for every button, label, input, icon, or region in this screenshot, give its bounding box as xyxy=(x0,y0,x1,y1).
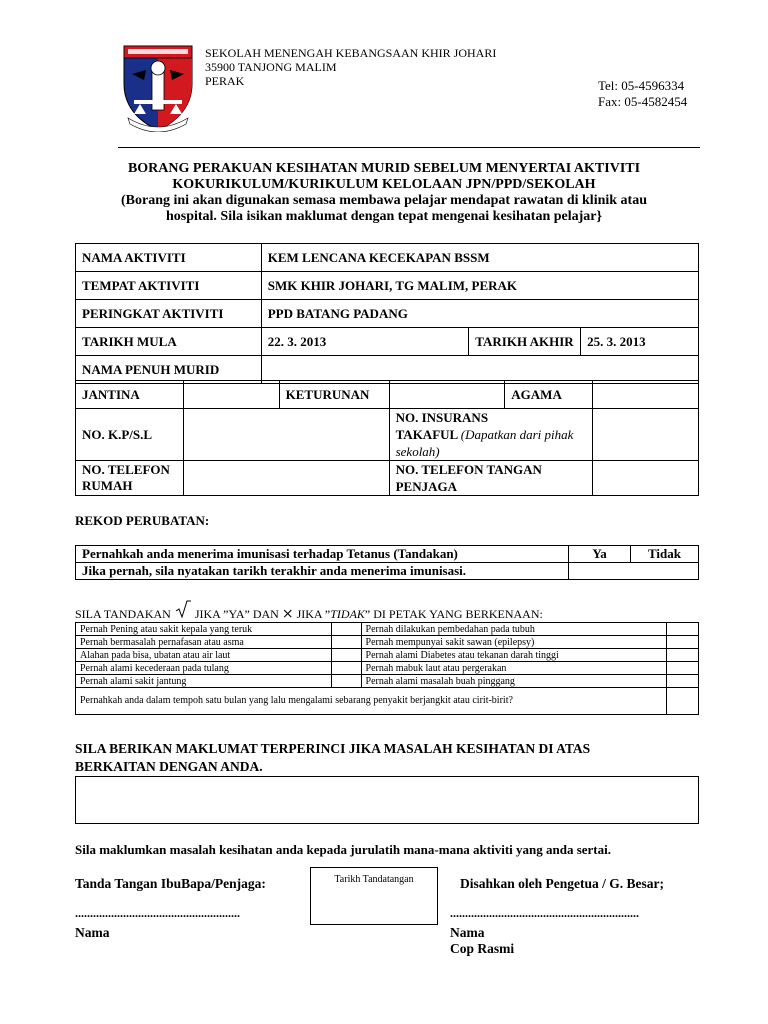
table-row xyxy=(76,623,699,636)
school-address xyxy=(205,46,496,88)
signature-date-label: Tarikh Tandatangan xyxy=(334,874,414,885)
title-line-4: hospital. Sila isikan maklumat dengan tepat mengenai kesihatan pelajar} xyxy=(165,209,603,224)
table-row xyxy=(76,636,699,649)
activity-place-label: TEMPAT AKTIVITI xyxy=(76,272,262,300)
last-immunisation-date-field[interactable] xyxy=(569,563,699,580)
table-row xyxy=(76,649,699,662)
details-heading-line-2: BERKAITAN DENGAN ANDA. xyxy=(75,759,263,774)
table-row xyxy=(76,688,699,715)
school-name: SEKOLAH MENENGAH KEBANGSAAN KHIR JOHARI xyxy=(205,46,497,60)
table-row xyxy=(76,461,699,496)
activity-info-table xyxy=(75,243,699,384)
checklist-checkbox[interactable] xyxy=(331,675,361,688)
form-title xyxy=(60,161,708,225)
insurance-label xyxy=(389,409,593,461)
checklist-item: Pernah alami Diabetes atau tekanan darah tinggi xyxy=(361,649,666,662)
race-field[interactable] xyxy=(389,381,505,409)
checklist-item: Pernah alami kecederaan pada tulang xyxy=(76,662,332,675)
checklist-checkbox[interactable] xyxy=(667,662,699,675)
parent-signature-line[interactable]: ....................................................... xyxy=(75,906,240,920)
checklist-checkbox[interactable] xyxy=(667,623,699,636)
tetanus-question: Pernahkah anda menerima imunisasi terhadap Tetanus (Tandakan) xyxy=(76,546,569,563)
ic-number-label: NO. K.P/S.L xyxy=(76,409,184,461)
approval-label: Disahkan oleh Pengetua / G. Besar; xyxy=(460,876,665,891)
telephone: Tel: 05-4596334 xyxy=(598,78,685,93)
table-row xyxy=(76,328,699,356)
instruction-part-3: JIKA ” xyxy=(296,607,331,621)
no-option[interactable]: Tidak xyxy=(631,546,699,563)
home-phone-label: NO. TELEFON RUMAH xyxy=(76,461,184,496)
notice-text: Sila maklumkan masalah kesihatan anda kepada jurulatih mana-mana aktiviti yang anda sertai. xyxy=(75,842,611,857)
official-stamp-label: Cop Rasmi xyxy=(450,941,515,956)
principal-signature-line[interactable]: ............................................................... xyxy=(450,906,639,920)
start-date-value[interactable] xyxy=(261,328,469,356)
yes-option[interactable]: Ya xyxy=(569,546,631,563)
activity-level-value[interactable]: PPD BATANG PADANG xyxy=(261,300,698,328)
end-date-label: TARIKH AKHIR xyxy=(469,328,581,356)
table-row xyxy=(76,563,699,580)
checklist-item: Pernah mabuk laut atau pergerakan xyxy=(361,662,666,675)
activity-place-value[interactable]: SMK KHIR JOHARI, TG MALIM, PERAK xyxy=(261,272,698,300)
school-postcode-town: 35900 TANJONG MALIM xyxy=(205,60,337,74)
checklist-checkbox[interactable] xyxy=(331,623,361,636)
table-row xyxy=(76,272,699,300)
race-label: KETURUNAN xyxy=(279,381,389,409)
instruction-part-2: JIKA ”YA” DAN xyxy=(194,607,279,621)
school-state: PERAK xyxy=(205,74,245,88)
checklist-checkbox[interactable] xyxy=(331,649,361,662)
table-row xyxy=(76,381,699,409)
start-date-label: TARIKH MULA xyxy=(76,328,262,356)
title-line-1: BORANG PERAKUAN KESIHATAN MURID SEBELUM MENYERTAI AKTIVITI xyxy=(127,161,641,176)
gender-field[interactable] xyxy=(183,381,279,409)
medical-record-heading: REKOD PERUBATAN: xyxy=(75,513,210,528)
table-row xyxy=(76,244,699,272)
guardian-phone-field[interactable] xyxy=(593,461,699,496)
insurance-note: (Dapatkan dari pihak sekolah) xyxy=(395,427,574,459)
checklist-item: Pernah alami masalah buah pinggang xyxy=(361,675,666,688)
full-name-label: NAMA PENUH MURID xyxy=(76,356,262,384)
tick-symbol-icon xyxy=(174,600,192,622)
gender-label: JANTINA xyxy=(76,381,184,409)
checklist-checkbox[interactable] xyxy=(331,662,361,675)
school-crest-logo xyxy=(120,44,196,132)
checklist-item: Pernah alami sakit jantung xyxy=(76,675,332,688)
checklist-item: Pernah Pening atau sakit kepala yang teruk xyxy=(76,623,332,636)
table-row xyxy=(76,662,699,675)
header-divider xyxy=(118,147,700,148)
instruction-tidak: TIDAK xyxy=(330,607,365,621)
religion-label: AGAMA xyxy=(505,381,593,409)
checklist-item: Alahan pada bisa, ubatan atau air laut xyxy=(76,649,332,662)
title-line-2: KOKURIKULUM/KURIKULUM KELOLAAN JPN/PPD/SEKOLAH xyxy=(172,177,596,192)
religion-field[interactable] xyxy=(593,381,699,409)
checklist-checkbox[interactable] xyxy=(667,688,699,715)
parent-name-label: Nama xyxy=(75,925,110,940)
principal-block xyxy=(450,925,514,957)
health-details-textarea[interactable] xyxy=(75,776,699,824)
checklist-item: Pernah mempunyai sakit sawan (epilepsy) xyxy=(361,636,666,649)
student-personal-table xyxy=(75,380,699,496)
end-date-value[interactable]: 25. 3. 2013 xyxy=(581,328,699,356)
start-date-text: 22. 3. 2013 xyxy=(267,333,327,349)
home-phone-field[interactable] xyxy=(183,461,389,496)
checklist-instruction xyxy=(75,600,543,623)
checklist-item: Pernah bermasalah pernafasan atau asma xyxy=(76,636,332,649)
principal-name-label: Nama xyxy=(450,925,485,940)
checklist-checkbox[interactable] xyxy=(667,636,699,649)
activity-name-label: NAMA AKTIVITI xyxy=(76,244,262,272)
cross-symbol-icon: ⨯ xyxy=(281,607,294,622)
immunisation-table xyxy=(75,545,699,580)
activity-name-value[interactable]: KEM LENCANA KECEKAPAN BSSM xyxy=(261,244,698,272)
table-row xyxy=(76,300,699,328)
checklist-item-infectious: Pernahkah anda dalam tempoh satu bulan yang lalu mengalami sebarang penyakit berjangkit atau cirit-birit? xyxy=(76,688,667,715)
checklist-checkbox[interactable] xyxy=(331,636,361,649)
fax: Fax: 05-4582454 xyxy=(598,94,688,109)
insurance-label-2: TAKAFUL xyxy=(395,427,458,442)
table-row xyxy=(76,675,699,688)
title-line-3: (Borang ini akan digunakan semasa membawa pelajar mendapat rawatan di klinik atau xyxy=(121,193,647,208)
guardian-phone-label: NO. TELEFON TANGAN PENJAGA xyxy=(389,461,593,496)
ic-number-field[interactable] xyxy=(183,409,389,461)
health-checklist-table xyxy=(75,622,699,715)
parent-signature-label: Tanda Tangan IbuBapa/Penjaga: xyxy=(75,876,266,891)
table-row xyxy=(76,546,699,563)
instruction-part-4: ” DI PETAK YANG BERKENAAN: xyxy=(364,607,543,621)
contact-info xyxy=(598,78,687,110)
activity-level-label: PERINGKAT AKTIVITI xyxy=(76,300,262,328)
last-immunisation-question: Jika pernah, sila nyatakan tarikh terakhir anda menerima imunisasi. xyxy=(76,563,569,580)
checklist-checkbox[interactable] xyxy=(667,675,699,688)
insurance-label-1: NO. INSURANS xyxy=(395,410,489,425)
table-row xyxy=(76,409,699,461)
checklist-checkbox[interactable] xyxy=(667,649,699,662)
details-heading-line-1: SILA BERIKAN MAKLUMAT TERPERINCI JIKA MASALAH KESIHATAN DI ATAS xyxy=(75,741,591,756)
insurance-field[interactable] xyxy=(593,409,699,461)
instruction-part-1: SILA TANDAKAN xyxy=(75,607,171,621)
checklist-item: Pernah dilakukan pembedahan pada tubuh xyxy=(361,623,666,636)
signature-date-box[interactable] xyxy=(310,867,438,925)
details-heading xyxy=(75,740,590,776)
